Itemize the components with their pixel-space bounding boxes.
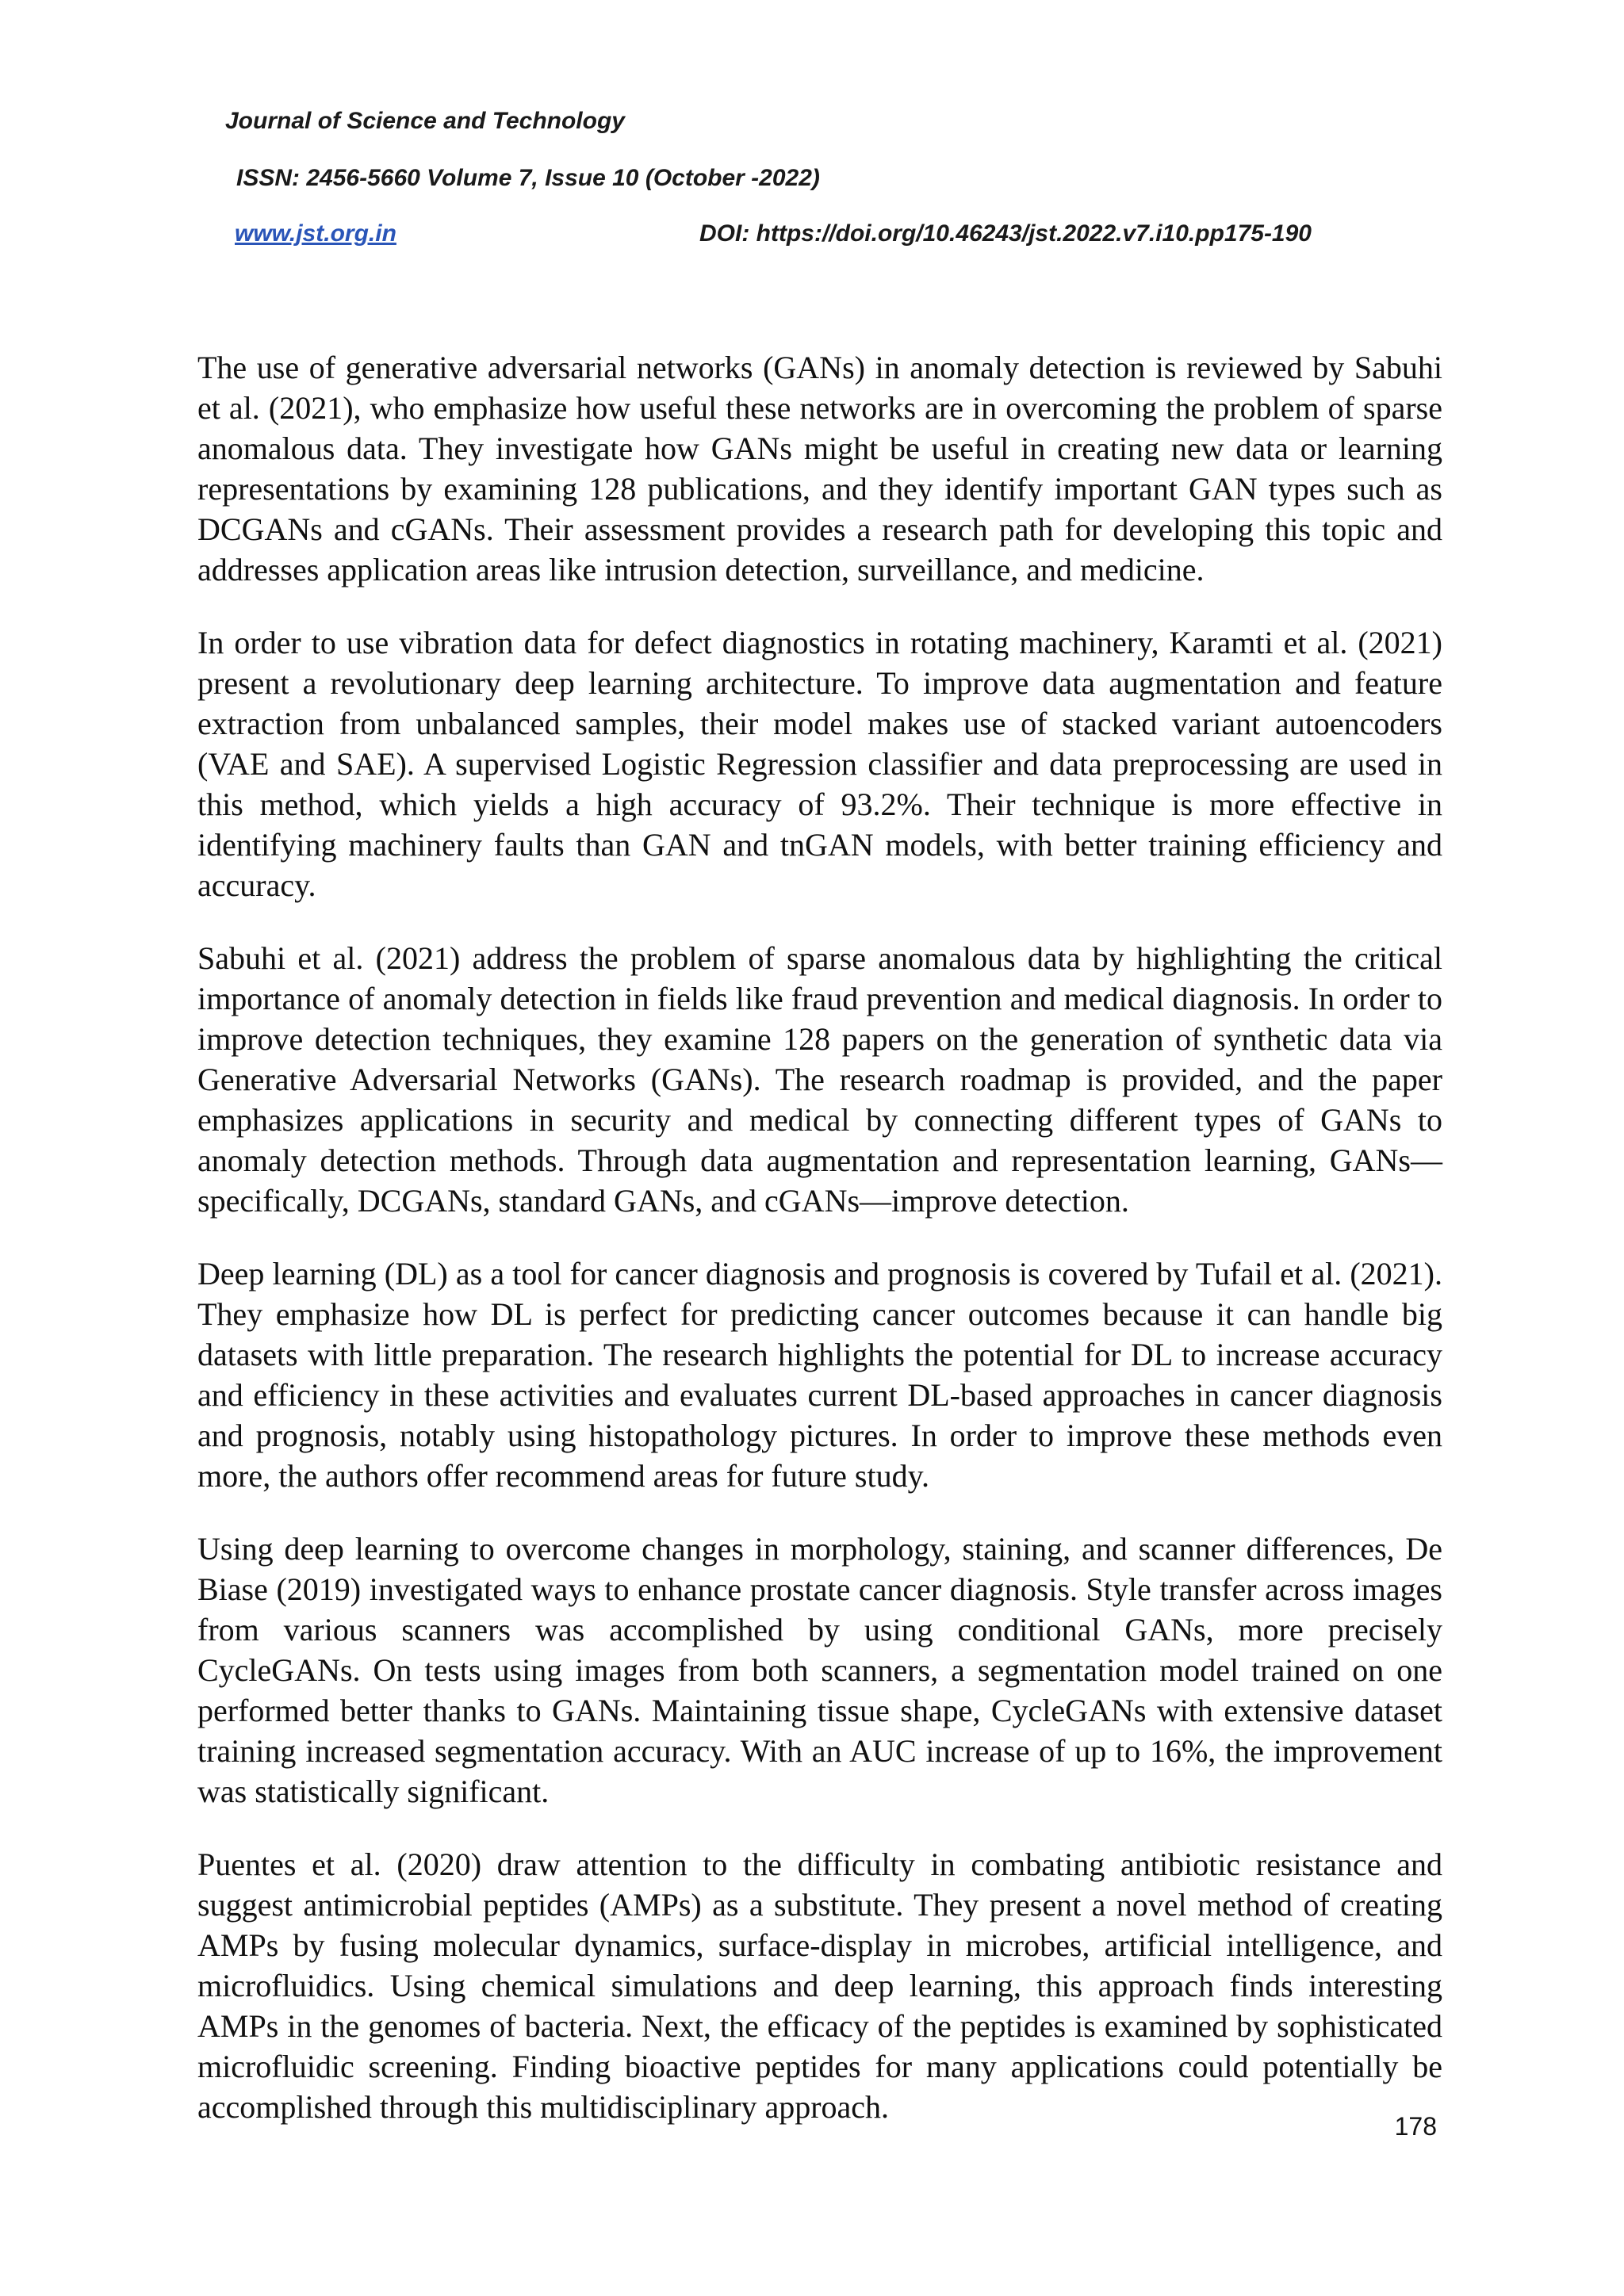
paragraph: Using deep learning to overcome changes in morphology, staining, and scanner differences, De Biase (2019) investigated ways to enhance prostate cancer diagnosis. Style transfer across images from various scanners was accomplished by using conditional GANs, more precisely CycleGANs. On tests using images from both scanners, a segmentation model trained on one performed better thanks to GANs. Maintaining tissue shape, CycleGANs with extensive dataset training increased segmentation accuracy. With an AUC increase of up to 16%, the improvement was statistically significant. [197, 1531, 1442, 1809]
paragraph: Sabuhi et al. (2021) address the problem of sparse anomalous data by highlighting the critical importance of anomaly detection in fields like fraud prevention and medical diagnosis. In order to improve detection techniques, they examine 128 papers on the generation of synthetic data via Generative Adversarial Networks (GANs). The research roadmap is provided, and the paper emphasizes applications in security and medical by connecting different types of GANs to anomaly detection methods. Through data augmentation and representation learning, GANs—specifically, DCGANs, standard GANs, and cGANs—improve detection. [197, 940, 1442, 1219]
paragraph: In order to use vibration data for defect diagnostics in rotating machinery, Karamti et al. (2021) present a revolutionary deep learning architecture. To improve data augmentation and feature extraction from unbalanced samples, their model makes use of stacked variant autoencoders (VAE and SAE). A supervised Logistic Regression classifier and data preprocessing are used in this method, which yields a high accuracy of 93.2%. Their technique is more effective in identifying machinery faults than GAN and tnGAN models, with better training efficiency and accuracy. [197, 625, 1442, 903]
article-body [197, 347, 1442, 2160]
doi-line: DOI: https://doi.org/10.46243/jst.2022.v7.i10.pp175-190 [699, 220, 1312, 247]
page-number: 178 [1394, 2112, 1437, 2141]
journal-title: Journal of Science and Technology [225, 108, 625, 134]
paragraph: The use of generative adversarial networks (GANs) in anomaly detection is reviewed by Sabuhi et al. (2021), who emphasize how useful these networks are in overcoming the problem of sparse anomalous data. They investigate how GANs might be useful in creating new data or learning representations by examining 128 publications, and they identify important GAN types such as DCGANs and cGANs. Their assessment provides a research path for developing this topic and addresses application areas like intrusion detection, surveillance, and medicine. [197, 350, 1442, 587]
issn-volume-line: ISSN: 2456-5660 Volume 7, Issue 10 (October -2022) [236, 165, 820, 191]
paragraph: Puentes et al. (2020) draw attention to the difficulty in combating antibiotic resistance and suggest antimicrobial peptides (AMPs) as a substitute. They present a novel method of creating AMPs by fusing molecular dynamics, surface-display in microbes, artificial intelligence, and microfluidics. Using chemical simulations and deep learning, this approach finds interesting AMPs in the genomes of bacteria. Next, the efficacy of the peptides is examined by sophisticated microfluidic screening. Finding bioactive peptides for many applications could potentially be accomplished through this multidisciplinary approach. [197, 1846, 1442, 2125]
paragraph: Deep learning (DL) as a tool for cancer diagnosis and prognosis is covered by Tufail et al. (2021). They emphasize how DL is perfect for predicting cancer outcomes because it can handle big datasets with little preparation. The research highlights the potential for DL to increase accuracy and efficiency in these activities and evaluates current DL-based approaches in cancer diagnosis and prognosis, notably using histopathology pictures. In order to improve these methods even more, the authors offer recommend areas for future study. [197, 1256, 1442, 1494]
journal-website-link[interactable]: www.jst.org.in [235, 220, 396, 247]
